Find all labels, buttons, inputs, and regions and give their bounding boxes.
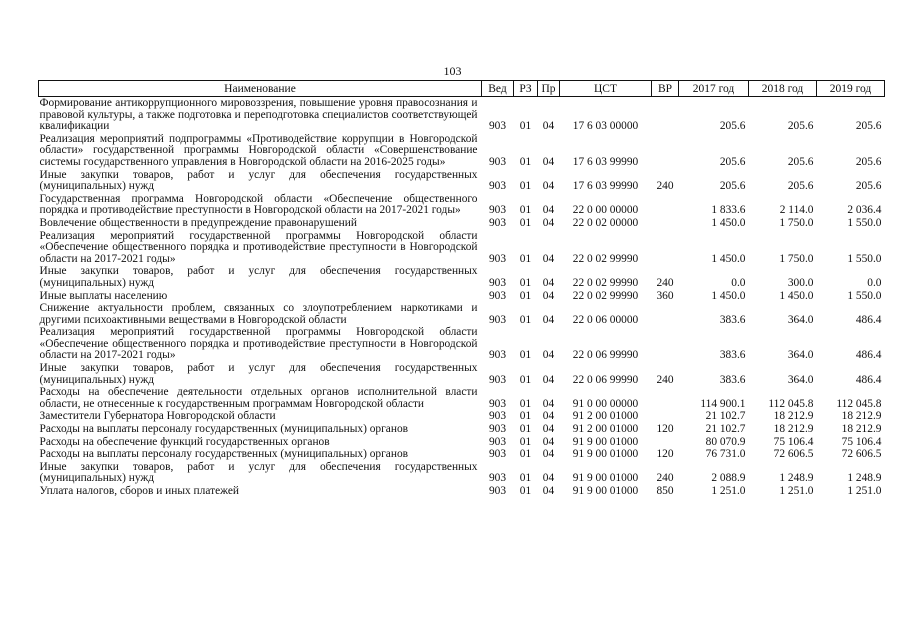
cell-vr [652, 302, 679, 326]
cell-vr: 240 [656, 180, 674, 193]
cell-cst: 22 0 02 99990 [572, 252, 639, 265]
cell-name: Расходы на обеспечение деятельности отдельных органов исполнительной власти области, не отнесенные к государственным программам Новгородской области [39, 386, 478, 410]
cell-rz: 01 [519, 435, 532, 448]
cell-rz: 01 [519, 204, 532, 217]
table-header-row [39, 81, 885, 97]
table-row [39, 326, 885, 362]
cell-name: Расходы на выплаты персоналу государственных (муниципальных) органов [39, 448, 409, 461]
cell-2018: 18 212.9 [773, 423, 814, 436]
cell-cst: 91 9 00 01000 [572, 472, 639, 485]
cell-rz: 01 [519, 349, 532, 362]
cell-vr: 240 [656, 276, 674, 289]
cell-pr: 04 [542, 180, 555, 193]
cell-name: Иные закупки товаров, работ и услуг для обеспечения государственных (муниципальных) нужд [39, 265, 478, 289]
cell-pr: 04 [542, 397, 555, 410]
cell-vr: 120 [656, 423, 674, 436]
table-row [39, 133, 885, 169]
header-2018: 2018 год [749, 81, 817, 97]
cell-ved: 903 [488, 276, 507, 289]
cell-vr [652, 133, 679, 169]
cell-vr [652, 97, 679, 133]
cell-pr: 04 [542, 313, 555, 326]
cell-2018: 364.0 [787, 349, 814, 362]
cell-2018: 300.0 [787, 276, 814, 289]
cell-pr: 04 [542, 485, 555, 497]
cell-2018: 1 248.9 [779, 472, 814, 485]
header-vr: ВР [652, 81, 679, 97]
header-ved: Вед [482, 81, 514, 97]
cell-rz: 01 [519, 155, 532, 168]
cell-pr: 04 [542, 289, 555, 302]
cell-rz: 01 [519, 485, 532, 497]
cell-name: Снижение актуальности проблем, связанных со злоупотреблением наркотиками и другими психоактивными веществами в Новгородской области [39, 302, 478, 326]
table-row [39, 448, 885, 461]
cell-2019: 112 045.8 [836, 397, 882, 410]
cell-rz: 01 [519, 180, 532, 193]
cell-2019: 486.4 [855, 313, 882, 326]
cell-rz: 01 [519, 313, 532, 326]
cell-name: Иные выплаты населению [39, 289, 168, 302]
cell-2019: 205.6 [855, 180, 882, 193]
cell-ved: 903 [488, 120, 507, 133]
cell-2017: 2 088.9 [711, 472, 746, 485]
cell-ved: 903 [488, 423, 507, 436]
cell-name: Уплата налогов, сборов и иных платежей [39, 485, 239, 497]
cell-2018: 72 606.5 [773, 448, 814, 461]
cell-cst: 17 6 03 99990 [572, 180, 639, 193]
cell-2018: 364.0 [787, 313, 814, 326]
cell-2017: 21 102.7 [705, 423, 746, 436]
cell-vr [652, 230, 679, 266]
cell-rz: 01 [519, 373, 532, 386]
cell-pr: 04 [542, 216, 555, 229]
cell-2018: 1 251.0 [779, 485, 814, 497]
cell-2017: 383.6 [719, 349, 746, 362]
cell-2019: 0.0 [867, 276, 882, 289]
header-2019: 2019 год [817, 81, 885, 97]
table-body [39, 97, 885, 498]
cell-rz: 01 [519, 276, 532, 289]
cell-ved: 903 [488, 216, 507, 229]
cell-vr: 240 [656, 373, 674, 386]
cell-2018: 205.6 [787, 120, 814, 133]
header-pr: Пр [538, 81, 560, 97]
page-number: 103 [443, 64, 462, 78]
cell-2019: 1 550.0 [847, 289, 882, 302]
cell-name: Реализация мероприятий государственной программы Новгородской области «Обеспечение общественного порядка и противодействие преступности в Новгородской области на 2017-2021 годы» [39, 229, 478, 265]
cell-rz: 01 [519, 448, 532, 461]
cell-name: Иные закупки товаров, работ и услуг для обеспечения государственных (муниципальных) нужд [39, 362, 478, 386]
cell-pr: 04 [542, 204, 555, 217]
cell-2018: 112 045.8 [768, 397, 814, 410]
cell-cst: 22 0 06 00000 [572, 313, 639, 326]
cell-rz: 01 [519, 252, 532, 265]
cell-ved: 903 [488, 204, 507, 217]
cell-pr: 04 [542, 155, 555, 168]
cell-name: Реализация мероприятий подпрограммы «Противодействие коррупции в Новгородской области» государственной программы Новгородской области «Совершенствование системы государственного управления в Новгородской области на 2016-2025 годы» [39, 132, 478, 168]
cell-vr: 850 [656, 485, 674, 497]
cell-vr [652, 326, 679, 362]
cell-cst: 91 0 00 00000 [572, 397, 639, 410]
cell-2019: 2 036.4 [847, 204, 882, 217]
cell-2018: 1 750.0 [779, 252, 814, 265]
cell-2017: 205.6 [719, 180, 746, 193]
cell-cst: 91 9 00 01000 [572, 435, 639, 448]
cell-ved: 903 [488, 472, 507, 485]
cell-ved: 903 [488, 180, 507, 193]
cell-cst: 91 9 00 01000 [572, 448, 639, 461]
cell-ved: 903 [488, 252, 507, 265]
table-row [39, 410, 885, 423]
cell-2017: 205.6 [719, 120, 746, 133]
cell-rz: 01 [519, 397, 532, 410]
table-row [39, 436, 885, 449]
cell-2017: 383.6 [719, 313, 746, 326]
cell-2018: 18 212.9 [773, 410, 814, 423]
cell-ved: 903 [488, 373, 507, 386]
cell-pr: 04 [542, 276, 555, 289]
table-row [39, 230, 885, 266]
cell-2019: 1 251.0 [847, 485, 882, 497]
cell-cst: 91 9 00 01000 [572, 485, 639, 497]
cell-ved: 903 [488, 435, 507, 448]
cell-vr: 360 [656, 289, 674, 302]
cell-2017: 1 450.0 [711, 216, 746, 229]
cell-pr: 04 [542, 373, 555, 386]
cell-2019: 486.4 [855, 349, 882, 362]
cell-ved: 903 [488, 397, 507, 410]
cell-2017: 21 102.7 [705, 410, 746, 423]
cell-2019: 1 248.9 [847, 472, 882, 485]
cell-cst: 91 2 00 01000 [572, 423, 639, 436]
cell-cst: 22 0 06 99990 [572, 349, 639, 362]
cell-2018: 205.6 [787, 155, 814, 168]
cell-vr [652, 386, 679, 410]
cell-2018: 364.0 [787, 373, 814, 386]
table-row [39, 290, 885, 303]
cell-vr [652, 217, 679, 230]
cell-name: Расходы на выплаты персоналу государственных (муниципальных) органов [39, 423, 409, 436]
cell-name: Реализация мероприятий государственной программы Новгородской области «Обеспечение общественного порядка и противодействие преступности в Новгородской области на 2017-2021 годы» [39, 326, 478, 362]
cell-rz: 01 [519, 472, 532, 485]
table-row [39, 169, 885, 193]
cell-pr: 04 [542, 252, 555, 265]
cell-2017: 80 070.9 [705, 435, 746, 448]
cell-name: Расходы на обеспечение функций государственных органов [39, 435, 330, 448]
cell-pr: 04 [542, 120, 555, 133]
cell-2017: 1 251.0 [711, 485, 746, 497]
cell-2018: 75 106.4 [773, 435, 814, 448]
cell-cst: 17 6 03 99990 [572, 155, 639, 168]
table-row [39, 193, 885, 217]
cell-name: Иные закупки товаров, работ и услуг для обеспечения государственных (муниципальных) нужд [39, 460, 478, 485]
cell-2019: 18 212.9 [841, 423, 882, 436]
table-row [39, 423, 885, 436]
cell-pr: 04 [542, 410, 555, 423]
header-2017: 2017 год [679, 81, 749, 97]
budget-table [38, 80, 885, 498]
cell-2017: 0.0 [731, 276, 746, 289]
cell-2017: 383.6 [719, 373, 746, 386]
cell-ved: 903 [488, 313, 507, 326]
cell-ved: 903 [488, 448, 507, 461]
cell-rz: 01 [519, 410, 532, 423]
cell-cst: 17 6 03 00000 [572, 120, 639, 133]
cell-2017: 1 833.6 [711, 204, 746, 217]
cell-name: Государственная программа Новгородской области «Обеспечение общественного порядка и противодействие преступности в Новгородской области на 2017-2021 годы» [39, 192, 478, 217]
cell-name: Иные закупки товаров, работ и услуг для обеспечения государственных (муниципальных) нужд [39, 168, 478, 193]
cell-2018: 205.6 [787, 180, 814, 193]
cell-vr [652, 410, 679, 423]
cell-cst: 22 0 06 99990 [572, 373, 639, 386]
cell-rz: 01 [519, 423, 532, 436]
header-name: Наименование [39, 81, 482, 97]
cell-vr [652, 436, 679, 449]
cell-2019: 205.6 [855, 155, 882, 168]
cell-rz: 01 [519, 216, 532, 229]
header-rz: РЗ [514, 81, 538, 97]
cell-cst: 22 0 02 99990 [572, 276, 639, 289]
cell-vr [652, 193, 679, 217]
cell-2018: 1 750.0 [779, 216, 814, 229]
cell-ved: 903 [488, 485, 507, 497]
cell-2019: 18 212.9 [841, 410, 882, 423]
table-row [39, 217, 885, 230]
cell-2017: 76 731.0 [705, 448, 746, 461]
cell-pr: 04 [542, 423, 555, 436]
cell-2019: 1 550.0 [847, 252, 882, 265]
cell-pr: 04 [542, 472, 555, 485]
cell-ved: 903 [488, 349, 507, 362]
header-cst: ЦСТ [560, 81, 652, 97]
table-row [39, 265, 885, 289]
cell-2017: 1 450.0 [711, 252, 746, 265]
cell-2017: 114 900.1 [700, 397, 746, 410]
cell-pr: 04 [542, 435, 555, 448]
cell-pr: 04 [542, 349, 555, 362]
cell-cst: 22 0 02 99990 [572, 289, 639, 302]
table-row [39, 97, 885, 133]
table-row [39, 461, 885, 485]
cell-rz: 01 [519, 120, 532, 133]
cell-cst: 91 2 00 01000 [572, 410, 639, 423]
cell-cst: 22 0 02 00000 [572, 216, 639, 229]
cell-2019: 486.4 [855, 373, 882, 386]
cell-vr: 120 [656, 448, 674, 461]
cell-2019: 1 550.0 [847, 216, 882, 229]
cell-pr: 04 [542, 448, 555, 461]
cell-ved: 903 [488, 410, 507, 423]
cell-name: Формирование антикоррупционного мировоззрения, повышение уровня правосознания и правовой культуры, а также подготовка и переподготовка специалистов соответствующей квалификации [39, 97, 478, 133]
cell-2019: 75 106.4 [841, 435, 882, 448]
table-row [39, 362, 885, 386]
cell-vr: 240 [656, 472, 674, 485]
cell-rz: 01 [519, 289, 532, 302]
cell-ved: 903 [488, 155, 507, 168]
cell-name: Заместители Губернатора Новгородской области [39, 410, 276, 423]
cell-2018: 2 114.0 [779, 204, 814, 217]
table-row [39, 302, 885, 326]
cell-2017: 1 450.0 [711, 289, 746, 302]
cell-2017: 205.6 [719, 155, 746, 168]
cell-2019: 205.6 [855, 120, 882, 133]
table-row [39, 485, 885, 498]
cell-cst: 22 0 00 00000 [572, 204, 639, 217]
cell-ved: 903 [488, 289, 507, 302]
cell-2018: 1 450.0 [779, 289, 814, 302]
cell-name: Вовлечение общественности в предупреждение правонарушений [39, 216, 357, 229]
cell-2019: 72 606.5 [841, 448, 882, 461]
table-row [39, 386, 885, 410]
